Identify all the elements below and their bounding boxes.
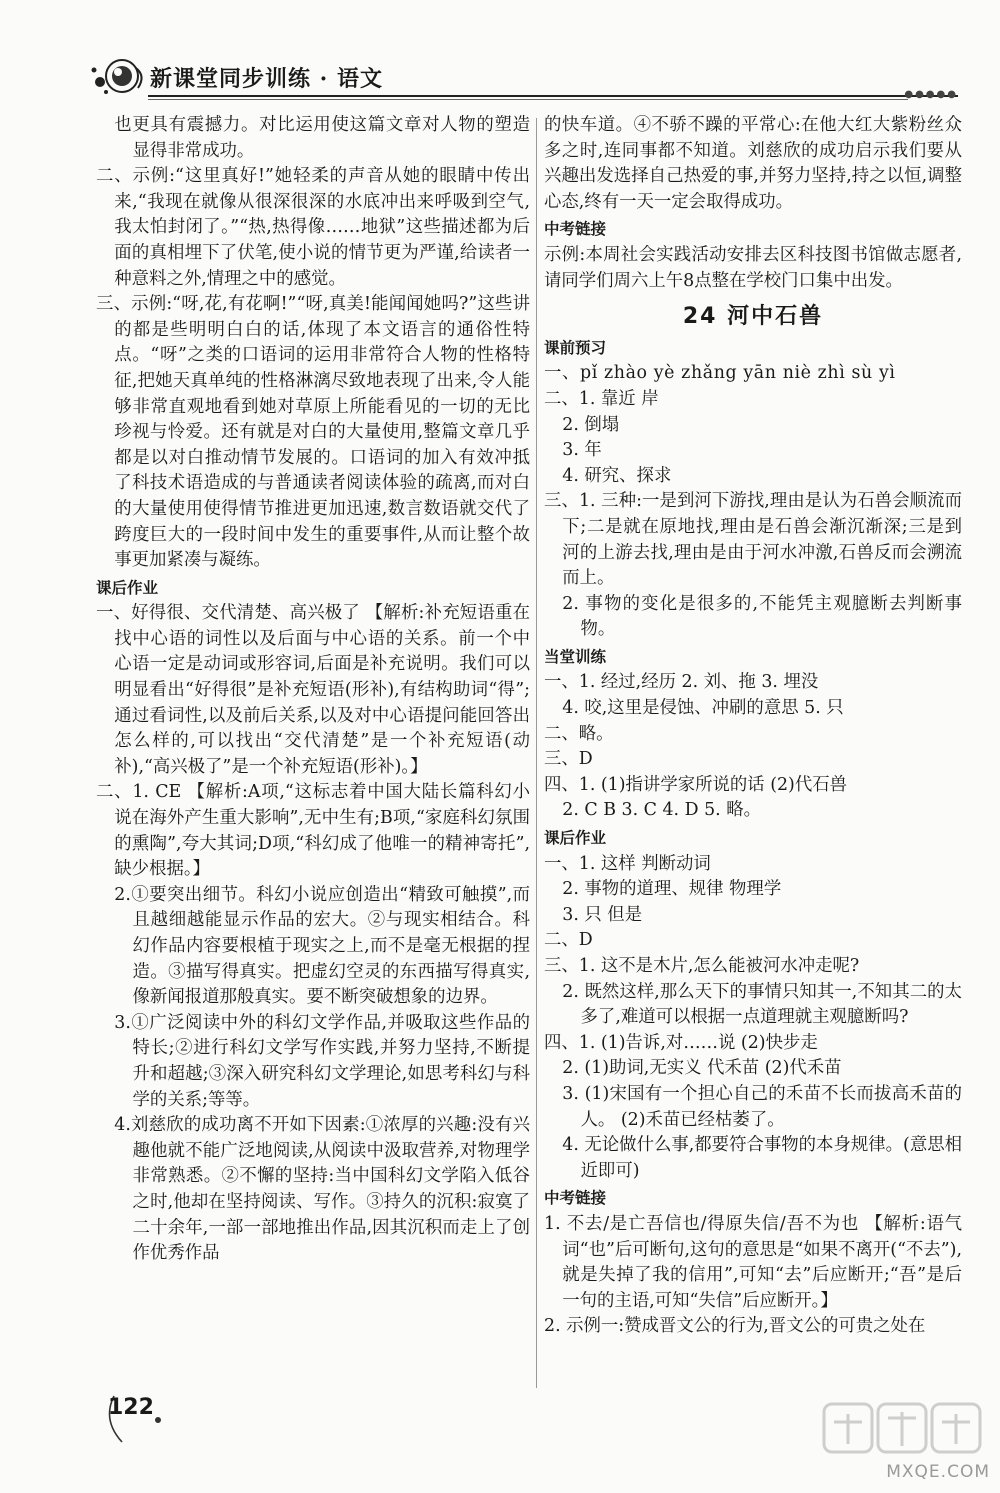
answer-paragraph: 三、1. 三种:一是到河下游找,理由是认为石兽会顺流而下;二是就在原地找,理由是石兽会渐沉渐深;三是到河的上游去找,理由是由于河水冲激,石兽反而会溯流而上。 xyxy=(544,491,962,589)
answer-paragraph: 2.①要突出细节。科幻小说应创造出“精致可触摸”,而且越细越能显示作品的宏大。②与现实相结合。科幻作品内容要根植于现实之上,而不是毫无根据的捏造。③描写得真实。把虚幻空灵的东西描写得真实,像新闻报道那般真实。要不断突破想象的边界。 xyxy=(114,884,530,1008)
answer-paragraph: 2. 倒塌 xyxy=(562,414,620,435)
answer-paragraph: 二、D xyxy=(544,930,593,951)
answer-paragraph: 三、1. 这不是木片,怎么能被河水冲走呢? xyxy=(544,956,860,976)
page-number: 122 xyxy=(108,1395,154,1420)
header-rule xyxy=(148,95,958,97)
watermark-text: MXQE.COM xyxy=(886,1462,990,1482)
answer-paragraph: 4.刘慈欣的成功离不开如下因素:①浓厚的兴趣:没有兴趣他就不能广泛地阅读,从阅读中汲取营养,对物理学非常熟悉。②不懈的坚持:当中国科幻文学陷入低谷之时,他却在坚持阅读、写作。③持久的沉积:寂寞了二十余年,一部一部地推出作品,因其沉积而走上了创作优秀作品 xyxy=(114,1115,530,1264)
left-column xyxy=(96,113,530,1267)
answer-paragraph: 2. 示例一:赞成晋文公的行为,晋文公的可贵之处在 xyxy=(544,1316,926,1337)
answer-paragraph: 三、D xyxy=(544,749,593,770)
answer-paragraph: 二、1. 靠近 岸 xyxy=(544,388,659,409)
answer-paragraph: 3. (1)宋国有一个担心自己的禾苗不长而拔高禾苗的人。 (2)禾苗已经枯萎了。 xyxy=(562,1083,962,1130)
answer-paragraph: 2. 既然这样,那么天下的事情只知其一,不知其二的太多了,难道可以根据一点道理就主观臆断吗? xyxy=(562,981,962,1028)
answer-paragraph: 2. 事物的道理、规律 物理学 xyxy=(562,879,782,900)
answer-paragraph: 也更具有震撼力。对比运用使这篇文章对人物的塑造显得非常成功。 xyxy=(114,115,530,161)
column-divider xyxy=(536,118,537,1388)
answer-paragraph: 2. (1)助词,无实义 代禾苗 (2)代禾苗 xyxy=(562,1058,842,1079)
answer-paragraph: 二、示例:“这里真好!”她轻柔的声音从她的眼睛中传出来,“我现在就像从很深很深的水底冲出来呼吸到空气,我太怕封闭了。”“热,热得像……地狱”这些描述都为后面的真相埋下了伏笔,使小说的情节更为严谨,给读者一种意料之外,情理之中的感觉。 xyxy=(96,166,530,289)
answer-paragraph: 示例:本周社会实践活动安排去区科技图书馆做志愿者,请同学们周六上午8点整在学校门口集中出发。 xyxy=(544,244,962,291)
answer-paragraph: 四、1. (1)指讲学家所说的话 (2)代石兽 xyxy=(544,774,847,795)
answer-paragraph: 一、1. 这样 判断动词 xyxy=(544,853,711,874)
header-title: 新课堂同步训练 · 语文 xyxy=(150,66,383,92)
answer-paragraph: 2. C B 3. C 4. D 5. 略。 xyxy=(562,800,761,821)
decorative-swirl-icon xyxy=(88,54,152,98)
answer-paragraph: 四、1. (1)告诉,对……说 (2)快步走 xyxy=(544,1032,818,1053)
answer-paragraph: 3. 只 但是 xyxy=(562,904,643,925)
section-heading: 中考链接 xyxy=(544,1189,607,1208)
answer-paragraph: 一、好得很、交代清楚、高兴极了 【解析:补充短语重在找中心语的词性以及后面与中心语的关系。前一个中心语一定是动词或形容词,后面是补充说明。我们可以明显看出“好得很”是补充短语(形补),有结构助词“得”;通过看词性,以及前后关系,以及对中心语提问能回答出怎么样的,可以找出“交代清楚”是一个补充短语(动补),“高兴极了”是一个补充短语(形补)。】 xyxy=(96,603,530,777)
section-heading: 当堂训练 xyxy=(544,647,607,666)
answer-paragraph: 2. 事物的变化是很多的,不能凭主观臆断去判断事物。 xyxy=(562,593,962,640)
right-column xyxy=(544,113,962,1340)
header-rule-thin xyxy=(148,99,908,100)
answer-paragraph: 3.①广泛阅读中外的科幻文学作品,并吸取这些作品的特长;②进行科幻文学写作实践,并努力坚持,不断提升和超越;③深入研究科幻文学理论,如思考科幻与科学的关系;等等。 xyxy=(114,1012,530,1110)
section-heading: 课后作业 xyxy=(544,829,607,848)
section-heading: 课后作业 xyxy=(96,578,159,597)
answer-paragraph: 4. 研究、探求 xyxy=(562,465,672,486)
section-heading: 课前预习 xyxy=(544,338,607,357)
answer-paragraph: 的快车道。④不骄不躁的平常心:在他大红大紫粉丝众多之时,连同事都不知道。刘慈欣的成功启示我们要从兴趣出发选择自己热爱的事,并努力坚持,持之以恒,调整心态,终有一天一定会取得成功。 xyxy=(544,115,962,212)
answer-paragraph: 1. 不去/是亡吾信也/得原失信/吾不为也 【解析:语气词“也”后可断句,这句的意思是“如果不离开(“不去”),就是失掉了我的信用”,可知“去”后应断开;“吾”是后一句的主语,可知“失信”后应断开。】 xyxy=(544,1213,962,1311)
section-heading: 中考链接 xyxy=(544,220,607,239)
answer-paragraph: 一、pǐ zhào yè zhǎng yān niè zhì sù yì xyxy=(544,363,896,384)
answer-paragraph: 三、示例:“呀,花,有花啊!”“呀,真美!能闻闻她吗?”这些讲的都是些明明白白的话,体现了本文语言的通俗性特点。“呀”之类的口语词的运用非常符合人物的性格特征,把她天真单纯的性格淋漓尽致地表现了出来,令人能够非常直观地看到她对草原上所能看见的一切的无比珍视与怜爱。还有就是对白的大量使用,整篇文章几乎都是以对白推动情节发展的。口语词的加入有效冲抵了科技术语造成的与普通读者阅读体验的疏离,而对白的大量使用使得情节推进更加迅速,数言数语就交代了跨度巨大的一段时间中发生的重要事件,从而让整个故事更加紧凑与凝练。 xyxy=(96,294,530,571)
answer-paragraph: 二、略。 xyxy=(544,723,614,744)
page-header xyxy=(88,52,958,102)
answer-paragraph: 4. 咬,这里是侵蚀、冲刷的意思 5. 只 xyxy=(562,698,844,719)
answer-paragraph: 二、1. CE 【解析:A项,“这标志着中国大陆长篇科幻小说在海外产生重大影响”,无中生有;B项,“家庭科幻氛围的熏陶”,夸大其词;D项,“科幻成了他唯一的精神寄托”,缺少根据。】 xyxy=(96,782,530,880)
answer-paragraph: 一、1. 经过,经历 2. 刘、拖 3. 埋没 xyxy=(544,672,819,693)
lesson-title: 24 河中石兽 xyxy=(682,304,824,330)
answer-paragraph: 3. 年 xyxy=(562,440,602,461)
answer-paragraph: 4. 无论做什么事,都要符合事物的本身规律。(意思相近即可) xyxy=(562,1135,962,1181)
header-dots: ●●●●● xyxy=(904,89,958,100)
